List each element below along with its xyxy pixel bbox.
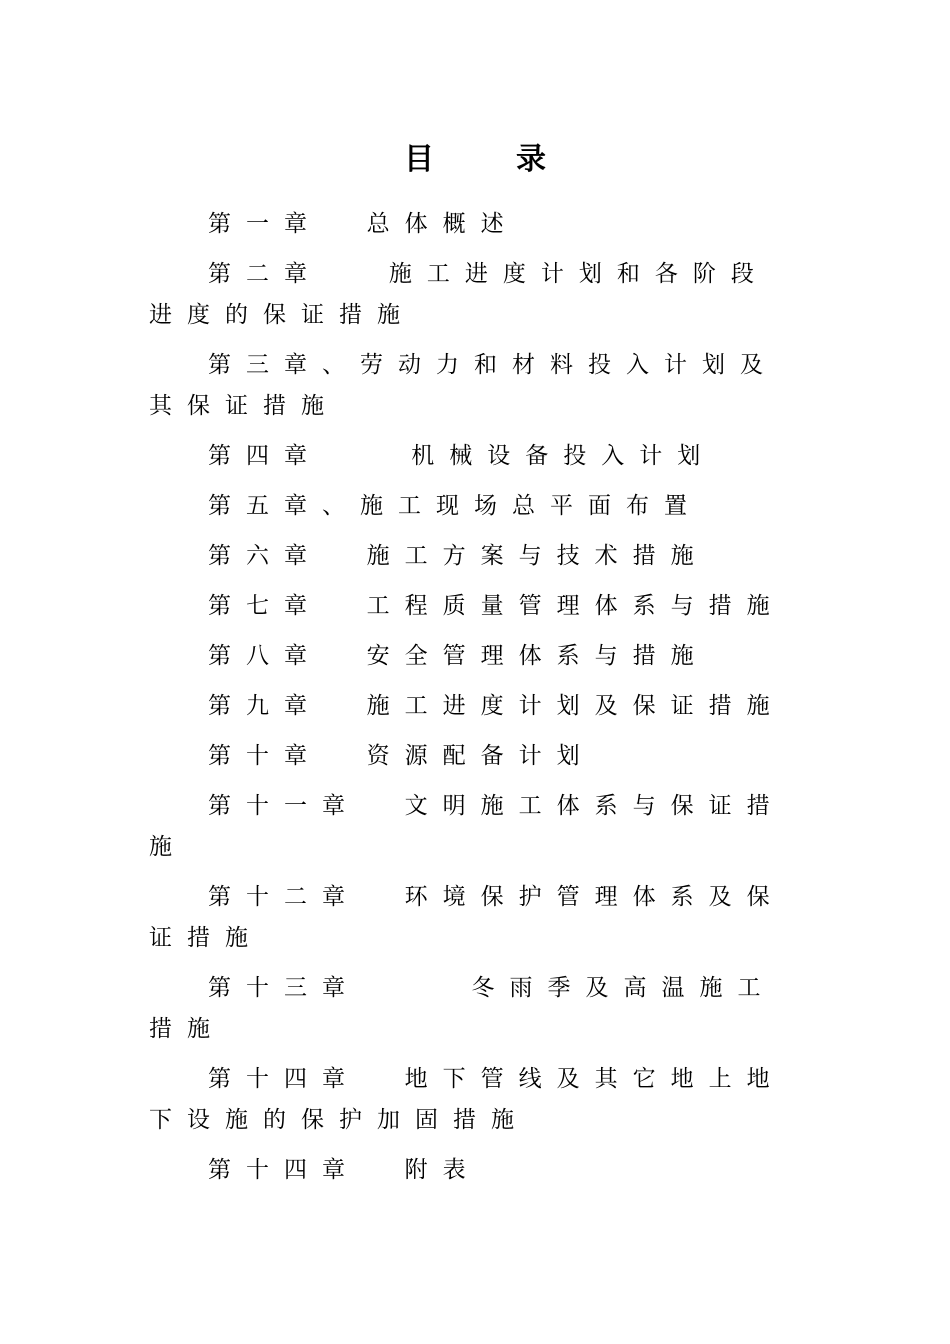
toc-entry-chapter-10: 第十章 资源配备计划	[208, 743, 595, 769]
title-char-2: 录	[516, 142, 546, 177]
toc-entry-chapter-5: 第五章、施工现场总平面布置	[208, 493, 702, 519]
toc-entry-chapter-7: 第七章 工程质量管理体系与措施	[208, 593, 785, 619]
toc-entry-chapter-11: 第十一章 文明施工体系与保证措施	[149, 793, 785, 860]
toc-entry-chapter-2: 第二章 施工进度计划和各阶段进度的保证措施	[149, 261, 769, 328]
toc-entry-chapter-6: 第六章 施工方案与技术措施	[208, 543, 709, 569]
toc-entry-chapter-8: 第八章 安全管理体系与措施	[208, 643, 709, 669]
toc-entry-chapter-14: 第十四章 地下管线及其它地上地下设施的保护加固措施	[149, 1066, 785, 1133]
table-of-contents	[149, 204, 789, 1200]
page-title	[0, 138, 950, 182]
toc-entry-chapter-4: 第四章 机械设备投入计划	[208, 443, 716, 469]
toc-entry-chapter-1: 第一章 总体概述	[208, 211, 519, 237]
toc-entry-chapter-13: 第十三章 冬雨季及高温施工措施	[149, 975, 776, 1042]
toc-entry-chapter-9: 第九章 施工进度计划及保证措施	[208, 693, 785, 719]
toc-entry-chapter-3: 第三章、劳动力和材料投入计划及其保证措施	[149, 352, 778, 419]
toc-entry-chapter-12: 第十二章 环境保护管理体系及保证措施	[149, 884, 785, 951]
title-char-1: 目	[404, 142, 434, 177]
toc-entry-appendix: 第十四章 附表	[208, 1157, 481, 1183]
